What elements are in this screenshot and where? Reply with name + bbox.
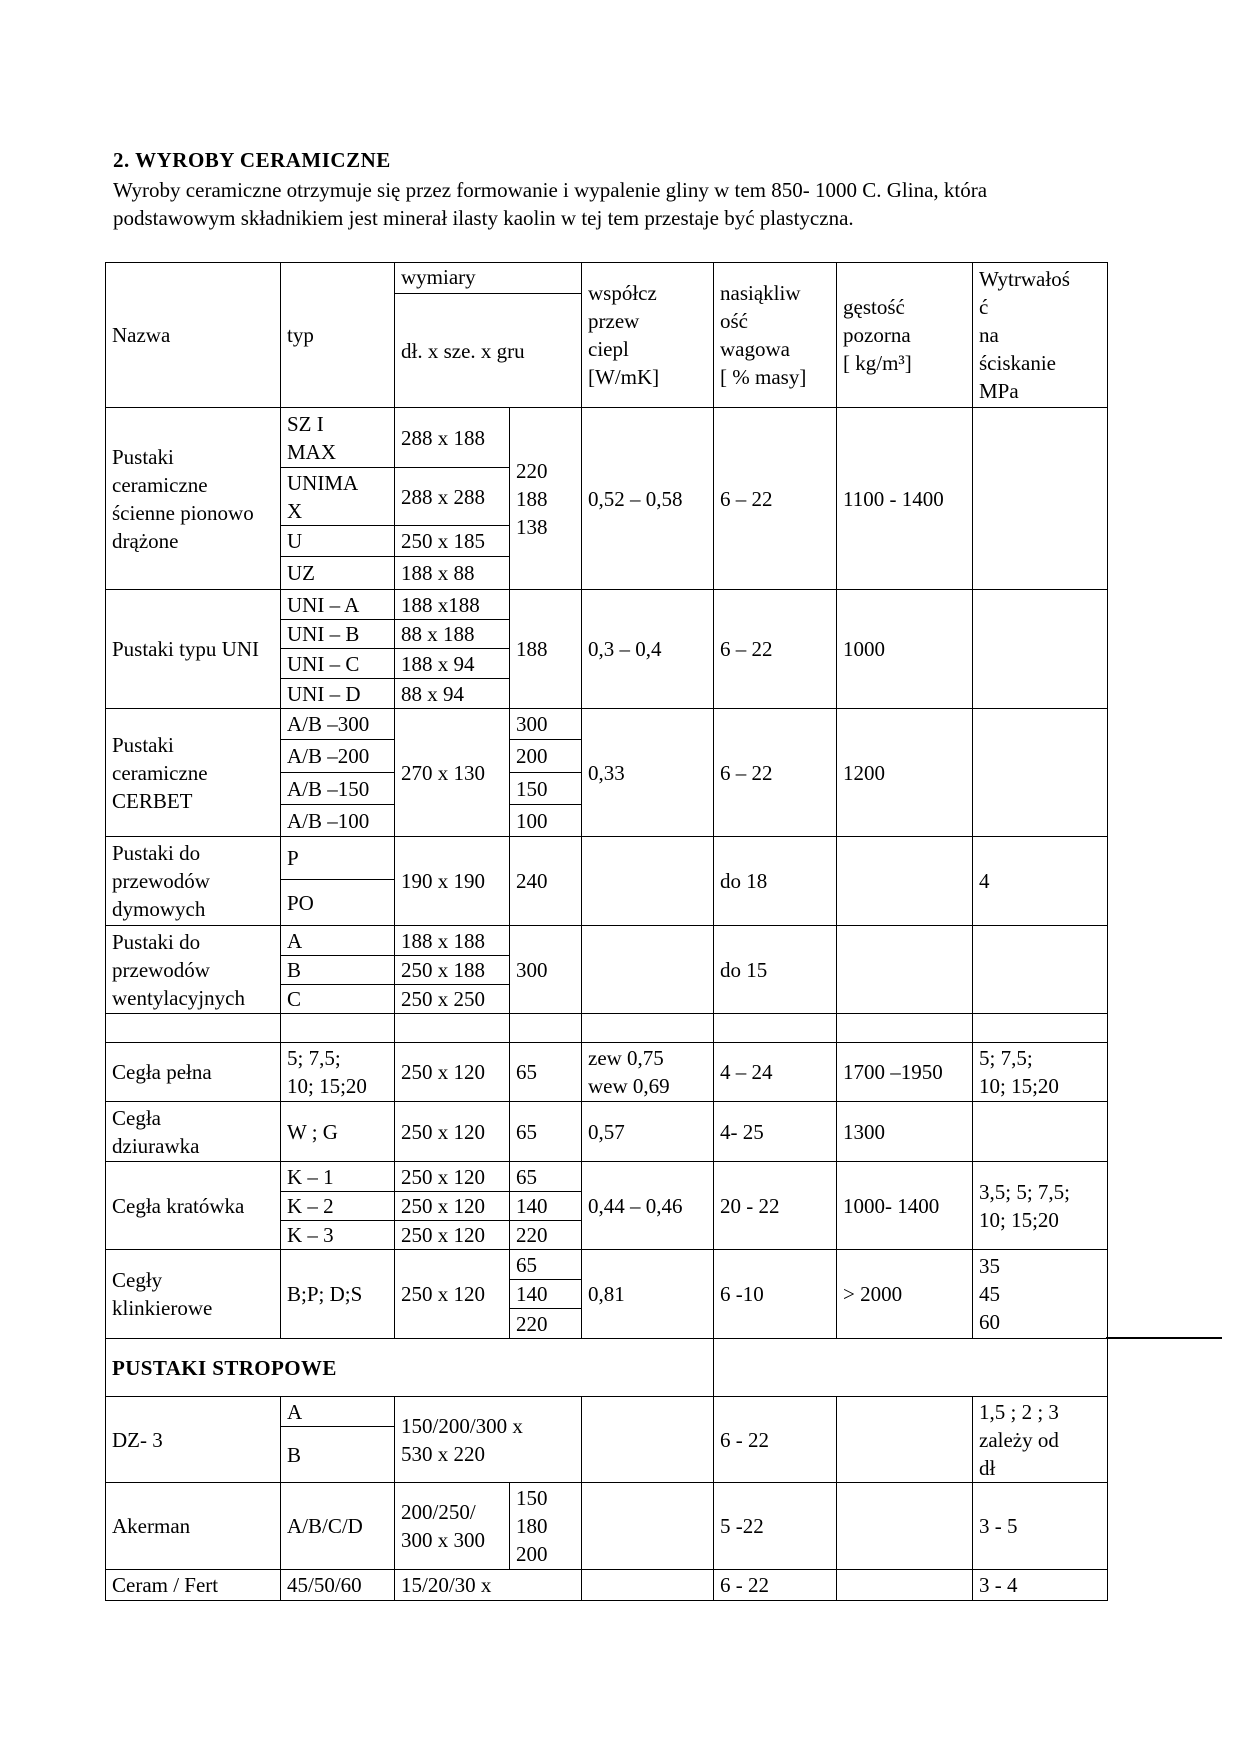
cell-wymiary: 188 x 188 xyxy=(395,926,510,956)
cell-gru: 220 xyxy=(510,1309,582,1339)
cell-typ: P xyxy=(281,837,395,880)
cell-wymiary: 188 x 88 xyxy=(395,557,510,590)
cell-typ: W ; G xyxy=(281,1102,395,1162)
cell-nazwa: Cegła dziurawka xyxy=(106,1102,281,1162)
cell-typ: A/B –200 xyxy=(281,740,395,773)
cell-typ: A/B –150 xyxy=(281,773,395,805)
header-wymiary: wymiary xyxy=(395,263,582,294)
cell-nazwa: Pustaki ceramiczne CERBET xyxy=(106,709,281,837)
cell-wymiary: 250 x 185 xyxy=(395,526,510,557)
cell-nas: 4 – 24 xyxy=(714,1043,837,1102)
cell-typ: B;P; D;S xyxy=(281,1250,395,1339)
cell-gest: 1000- 1400 xyxy=(837,1162,973,1250)
cell-wymiary: 250 x 120 xyxy=(395,1192,510,1221)
cell-nas: 6 – 22 xyxy=(714,408,837,590)
cell-gru: 65 xyxy=(510,1162,582,1192)
cell-typ: UNIMA X xyxy=(281,468,395,526)
cell-wytrz: 5; 7,5; 10; 15;20 xyxy=(973,1043,1108,1102)
cell-gest: 1200 xyxy=(837,709,973,837)
cell-wsp xyxy=(582,1570,714,1601)
cell-nas: 6 – 22 xyxy=(714,709,837,837)
cell-wsp: 0,44 – 0,46 xyxy=(582,1162,714,1250)
cell-wymiary: 88 x 188 xyxy=(395,620,510,649)
section-header-pustaki-stropowe: PUSTAKI STROPOWE xyxy=(106,1339,714,1397)
cell-wsp: zew 0,75 wew 0,69 xyxy=(582,1043,714,1102)
cell-nas: 20 - 22 xyxy=(714,1162,837,1250)
cell-gru: 140 xyxy=(510,1280,582,1309)
cell-nazwa: Akerman xyxy=(106,1483,281,1570)
cell-nazwa: Pustaki typu UNI xyxy=(106,590,281,709)
cell-typ: A xyxy=(281,926,395,956)
cell-wymiary: 15/20/30 x xyxy=(395,1570,582,1601)
cell-wymiary: 250 x 250 xyxy=(395,985,510,1014)
empty-row xyxy=(106,1014,1108,1043)
cell-wytrz xyxy=(973,1102,1108,1162)
cell-typ: A/B –300 xyxy=(281,709,395,740)
cell-nazwa: Cegły klinkierowe xyxy=(106,1250,281,1339)
header-nazwa: Nazwa xyxy=(106,263,281,408)
cell-gru: 150 xyxy=(510,773,582,805)
cell-typ: K – 2 xyxy=(281,1192,395,1221)
cell-nazwa: Ceram / Fert xyxy=(106,1570,281,1601)
cell-wytrz: 3 - 5 xyxy=(973,1483,1108,1570)
cell-wsp: 0,33 xyxy=(582,709,714,837)
cell-nazwa: DZ- 3 xyxy=(106,1397,281,1483)
cell-wymiary: 250 x 120 xyxy=(395,1162,510,1192)
cell-gest xyxy=(837,1570,973,1601)
cell-wytrz: 3,5; 5; 7,5; 10; 15;20 xyxy=(973,1162,1108,1250)
cell-wytrz: 35 45 60 xyxy=(973,1250,1108,1339)
cell-nas: 6 - 22 xyxy=(714,1397,837,1483)
cell-typ: U xyxy=(281,526,395,557)
cell-nazwa: Pustaki do przewodów dymowych xyxy=(106,837,281,926)
table-rule-extension xyxy=(1106,1337,1222,1339)
cell-typ: B xyxy=(281,956,395,985)
cell-gest xyxy=(837,1397,973,1483)
cell-gru: 65 xyxy=(510,1043,582,1102)
cell-gru: 188 xyxy=(510,590,582,709)
cell-typ: A xyxy=(281,1397,395,1427)
cell-wsp xyxy=(582,1483,714,1570)
cell-typ: K – 3 xyxy=(281,1221,395,1250)
cell-gru: 65 xyxy=(510,1250,582,1280)
cell-wymiary: 250 x 188 xyxy=(395,956,510,985)
cell-nas: 4- 25 xyxy=(714,1102,837,1162)
cell-wymiary: 150/200/300 x 530 x 220 xyxy=(395,1397,582,1483)
cell-nas: do 18 xyxy=(714,837,837,926)
cell-wymiary: 250 x 120 xyxy=(395,1102,510,1162)
cell-gest: 1300 xyxy=(837,1102,973,1162)
header-wspolczynnik: współcz przew ciepl [W/mK] xyxy=(582,263,714,408)
cell-wsp: 0,52 – 0,58 xyxy=(582,408,714,590)
cell-wsp xyxy=(582,1397,714,1483)
cell-nas: 5 -22 xyxy=(714,1483,837,1570)
header-typ: typ xyxy=(281,263,395,408)
cell-gru: 220 188 138 xyxy=(510,408,582,590)
cell-typ: B xyxy=(281,1427,395,1483)
header-wymiary-sub: dł. x sze. x gru xyxy=(395,294,582,408)
cell-typ: 45/50/60 xyxy=(281,1570,395,1601)
cell-typ: C xyxy=(281,985,395,1014)
cell-gest: 1100 - 1400 xyxy=(837,408,973,590)
cell-gest xyxy=(837,1483,973,1570)
cell-wymiary: 188 x188 xyxy=(395,590,510,620)
cell-typ: A/B –100 xyxy=(281,805,395,837)
cell-gru: 100 xyxy=(510,805,582,837)
cell-typ: A/B/C/D xyxy=(281,1483,395,1570)
empty-cell xyxy=(714,1339,1108,1397)
cell-wymiary: 250 x 120 xyxy=(395,1221,510,1250)
cell-gest: > 2000 xyxy=(837,1250,973,1339)
header-wytrzymalosc: Wytrwałoś ć na ściskanie MPa xyxy=(973,263,1108,408)
cell-wytrz xyxy=(973,926,1108,1014)
cell-typ: K – 1 xyxy=(281,1162,395,1192)
cell-gest: 1000 xyxy=(837,590,973,709)
section-heading: 2. WYROBY CERAMICZNE xyxy=(113,148,391,172)
cell-nazwa: Pustaki ceramiczne ścienne pionowo drążone xyxy=(106,408,281,590)
cell-wsp: 0,81 xyxy=(582,1250,714,1339)
cell-wymiary: 200/250/ 300 x 300 xyxy=(395,1483,510,1570)
cell-wymiary: 270 x 130 xyxy=(395,709,510,837)
cell-typ: PO xyxy=(281,880,395,926)
cell-typ: 5; 7,5; 10; 15;20 xyxy=(281,1043,395,1102)
cell-gru: 65 xyxy=(510,1102,582,1162)
cell-typ: UNI – B xyxy=(281,620,395,649)
cell-wymiary: 88 x 94 xyxy=(395,679,510,709)
cell-gru: 220 xyxy=(510,1221,582,1250)
cell-nazwa: Cegła pełna xyxy=(106,1043,281,1102)
cell-wymiary: 188 x 94 xyxy=(395,649,510,679)
cell-wytrz xyxy=(973,590,1108,709)
cell-gru: 150 180 200 xyxy=(510,1483,582,1570)
cell-typ: UNI – D xyxy=(281,679,395,709)
cell-wytrz: 1,5 ; 2 ; 3 zależy od dł xyxy=(973,1397,1108,1483)
cell-wymiary: 190 x 190 xyxy=(395,837,510,926)
cell-nas: 6 – 22 xyxy=(714,590,837,709)
cell-nas: do 15 xyxy=(714,926,837,1014)
cell-wytrz: 3 - 4 xyxy=(973,1570,1108,1601)
header-gestosc: gęstość pozorna [ kg/m³] xyxy=(837,263,973,408)
cell-wymiary: 250 x 120 xyxy=(395,1043,510,1102)
cell-nazwa: Cegła kratówka xyxy=(106,1162,281,1250)
cell-typ: UNI – A xyxy=(281,590,395,620)
cell-gru: 140 xyxy=(510,1192,582,1221)
cell-wsp xyxy=(582,837,714,926)
cell-wsp xyxy=(582,926,714,1014)
cell-wsp: 0,3 – 0,4 xyxy=(582,590,714,709)
intro-paragraph: Wyroby ceramiczne otrzymuje się przez formowanie i wypalenie gliny w tem 850- 1000 C. Glina, która podstawowym składnikiem jest minerał ilasty kaolin w tej tem przestaje być plastyczna. xyxy=(113,178,988,230)
cell-wymiary: 288 x 288 xyxy=(395,468,510,526)
cell-wytrz xyxy=(973,408,1108,590)
cell-gru: 300 xyxy=(510,926,582,1014)
ceramics-table xyxy=(105,262,1108,1601)
cell-nas: 6 - 22 xyxy=(714,1570,837,1601)
cell-gest xyxy=(837,837,973,926)
cell-typ: SZ I MAX xyxy=(281,408,395,468)
header-nasiakliwosc: nasiąkliw ość wagowa [ % masy] xyxy=(714,263,837,408)
cell-gru: 300 xyxy=(510,709,582,740)
cell-gest: 1700 –1950 xyxy=(837,1043,973,1102)
cell-nas: 6 -10 xyxy=(714,1250,837,1339)
cell-typ: UZ xyxy=(281,557,395,590)
cell-wytrz: 4 xyxy=(973,837,1108,926)
cell-wymiary: 288 x 188 xyxy=(395,408,510,468)
cell-gru: 200 xyxy=(510,740,582,773)
cell-typ: UNI – C xyxy=(281,649,395,679)
cell-wsp: 0,57 xyxy=(582,1102,714,1162)
cell-wytrz xyxy=(973,709,1108,837)
cell-gest xyxy=(837,926,973,1014)
cell-wymiary: 250 x 120 xyxy=(395,1250,510,1339)
cell-gru: 240 xyxy=(510,837,582,926)
cell-nazwa: Pustaki do przewodów wentylacyjnych xyxy=(106,926,281,1014)
